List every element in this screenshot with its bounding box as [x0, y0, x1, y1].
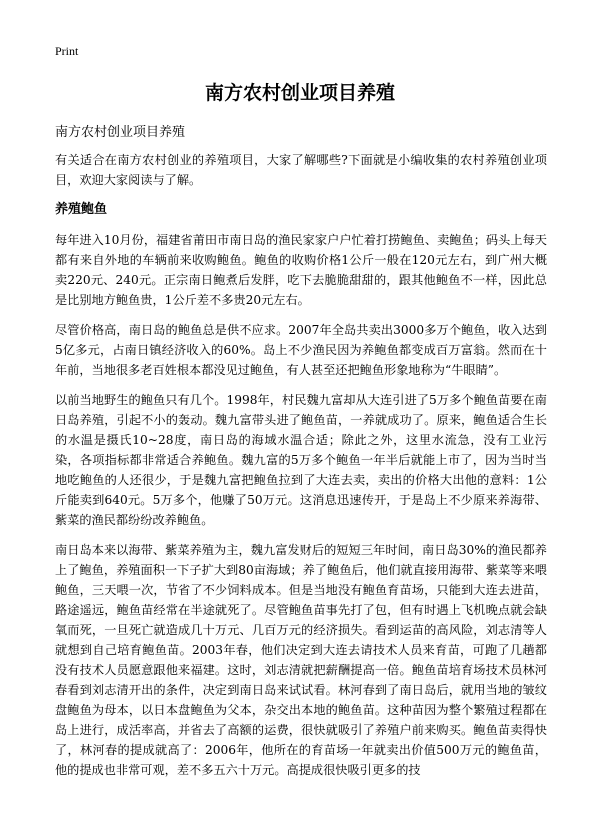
body-paragraph-4: 南日岛本来以海带、紫菜养殖为主，魏九富发财后的短短三年时间，南日岛30%的渔民都养上了鲍鱼，养殖面积一下子扩大到80亩海域；养了鲍鱼后，他们就直接用海带、紫菜等来喂鲍鱼，三天喂一次，节省了不少饲料成本。但是当地没有鲍鱼育苗场，只能到大连去进苗，路途遥远，鲍鱼苗经常在半途就死了。尽管鲍鱼苗事先打了包，但有时遇上飞机晚点就会缺氧而死，一旦死亡就造成几十万元、几百万元的经济损失。看到运苗的高风险，刘志清等人就想到自己培育鲍鱼苗。2003年春，他们决定到大连去请技术人员来育苗，可跑了几趟都没有技术人员愿意跟他来福建。这时，刘志清就把薪酬提高一倍。鲍鱼苗培育场技术员林河春看到刘志清开出的条件，决定到南日岛来试试看。林河春到了南日岛后，就用当地的皱纹盘鲍鱼为母本，以日本盘鲍鱼为父本，杂交出本地的鲍鱼苗。这种苗因为整个繁殖过程都在岛上进行，成活率高，并省去了高额的运费，很快就吸引了养殖户前来购买。鲍鱼苗卖得快了，林河春的提成就高了：2006年，他所在的育苗场一年就卖出价值500万元的鲍鱼苗，他的提成也非常可观，差不多五六十万元。高提成很快吸引更多的技: [55, 543, 547, 777]
intro-paragraph: 有关适合在南方农村创业的养殖项目，大家了解哪些?下面就是小编收集的农村养殖创业项目，欢迎大家阅读与了解。: [55, 153, 547, 187]
body-paragraph-2: 尽管价格高，南日岛的鲍鱼总是供不应求。2007年全岛共卖出3000多万个鲍鱼，收入达到5亿多元，占南日镇经济收入的60%。岛上不少渔民因为养鲍鱼都变成百万富翁。然而在十年前，当地很多老百姓根本都没见过鲍鱼，有人甚至还把鲍鱼形象地称为“牛眼睛”。: [55, 323, 547, 377]
print-link[interactable]: Print: [55, 44, 79, 58]
page-title: 南方农村创业项目养殖: [204, 82, 395, 104]
article-body: [55, 150, 547, 790]
body-paragraph-1: 每年进入10月份，福建省莆田市南日岛的渔民家家户户忙着打捞鲍鱼、卖鲍鱼；码头上每天都有来自外地的车辆前来收购鲍鱼。鲍鱼的收购价格1公斤一般在120元左右，到广州大概卖220元、240元。正宗南日鲍煮后发胖，吃下去脆脆甜甜的，跟其他鲍鱼不一样，因此总是比别地方鲍鱼贵，1公斤差不多贵20元左右。: [55, 233, 548, 307]
body-paragraph-3: 以前当地野生的鲍鱼只有几个。1998年，村民魏九富却从大连引进了5万多个鲍鱼苗要在南日岛养殖，引起不小的轰动。魏九富带头进了鲍鱼苗，一养就成功了。原来，鲍鱼适合生长的水温是摄氏10~28度，南日岛的海域水温合适；除此之外，这里水流急，没有工业污染，各项指标都非常适合养鲍鱼。魏九富的5万多个鲍鱼一年半后就能上市了，因为当时当地吃鲍鱼的人还很少，于是魏九富把鲍鱼拉到了大连去卖，卖出的价格大出他的意料：1公斤能卖到640元。5万多个，他赚了50万元。这消息迅速传开，于是岛上不少原来养海带、紫菜的渔民都纷纷改养鲍鱼。: [55, 393, 547, 527]
article-subtitle: 南方农村创业项目养殖: [55, 125, 186, 140]
section-heading: 养殖鲍鱼: [55, 202, 108, 217]
